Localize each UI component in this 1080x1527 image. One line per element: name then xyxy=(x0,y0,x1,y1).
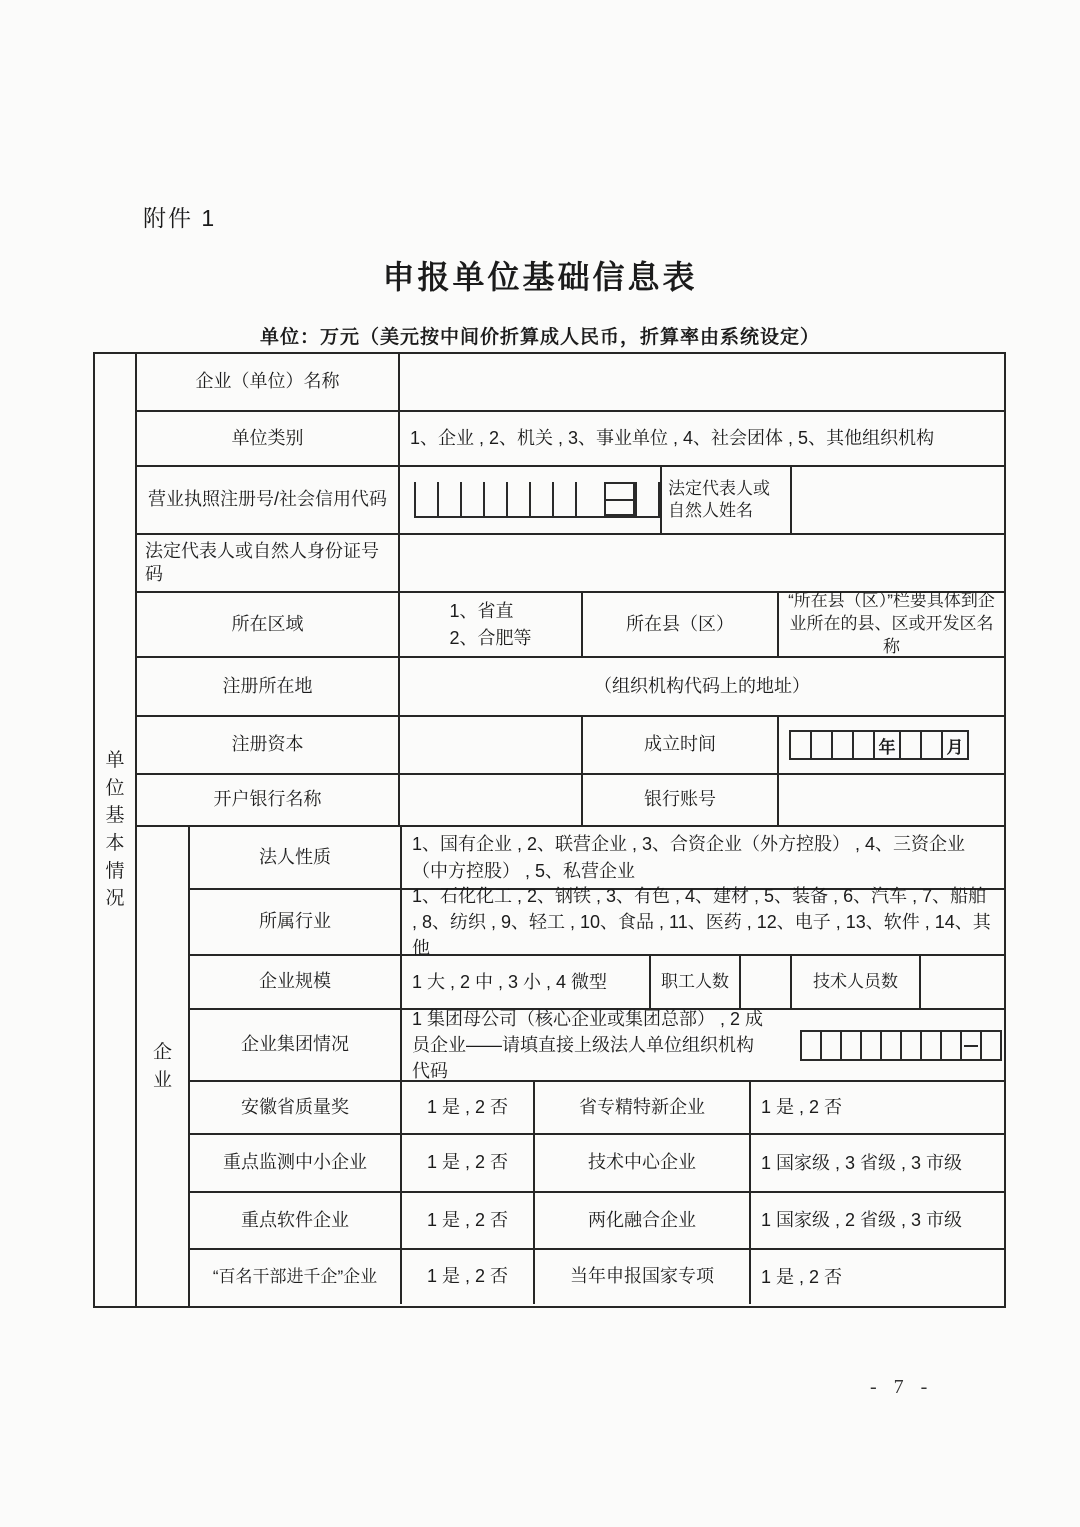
established-date-boxes xyxy=(777,717,1004,773)
attachment-label: 附件 1 xyxy=(143,205,217,231)
row-id-number xyxy=(137,533,1004,591)
staff-count-value-cell xyxy=(739,956,790,1008)
info-table xyxy=(93,352,1006,1308)
registered-address-label: 注册所在地 xyxy=(222,675,313,696)
row-region xyxy=(137,591,1004,656)
year-box: 年 xyxy=(873,730,901,760)
company-name-value-cell xyxy=(398,354,1004,410)
enterprise-group-label: 企业集团情况 xyxy=(241,1034,349,1055)
specialized-new-label: 省专精特新企业 xyxy=(533,1082,749,1133)
integration-choice: 1 国家级 , 2 省级 , 3 市级 xyxy=(749,1193,1004,1248)
unit-category-label: 单位类别 xyxy=(231,427,304,448)
tech-staff-count-value-cell xyxy=(919,956,1004,1008)
enterprise-scale-options: 1 大 , 2 中 , 3 小 , 4 微型 xyxy=(400,956,649,1008)
page-title: 申报单位基础信息表 xyxy=(382,259,698,295)
code-boxes xyxy=(414,482,660,518)
tech-center-label: 技术中心企业 xyxy=(533,1135,749,1191)
row-industry xyxy=(190,885,1004,959)
section-column-unit-basic-info xyxy=(95,354,137,1306)
hundred-cadres-label: “百名干部进千企”企业 xyxy=(212,1266,378,1286)
bank-account-label: 银行账号 xyxy=(581,775,777,825)
row-bank xyxy=(137,773,1004,825)
id-number-value-cell xyxy=(398,535,1004,591)
industry-label: 所属行业 xyxy=(259,911,331,932)
monitored-sme-label: 重点监测中小企业 xyxy=(223,1152,367,1173)
key-software-label: 重点软件企业 xyxy=(241,1209,349,1230)
id-number-label: 法定代表人或自然人身份证号码 xyxy=(145,540,379,584)
row-hundred-cadres xyxy=(190,1248,1004,1304)
legal-rep-name-label: 法定代表人或自然人姓名 xyxy=(660,467,790,533)
bank-name-value-cell xyxy=(398,775,581,825)
quality-award-label: 安徽省质量奖 xyxy=(241,1096,349,1117)
row-enterprise-scale xyxy=(190,954,1004,1008)
unit-category-options: 1、企业 , 2、机关 , 3、事业单位 , 4、社会团体 , 5、其他组织机构 xyxy=(398,412,1004,465)
row-registered-address xyxy=(137,656,1004,715)
section-column-enterprise xyxy=(137,825,190,1306)
license-code-boxes-cell xyxy=(398,467,660,533)
county-label: 所在县（区） xyxy=(581,593,777,656)
row-enterprise-group xyxy=(190,1008,1004,1080)
legal-nature-label: 法人性质 xyxy=(259,846,331,867)
national-project-choice: 1 是 , 2 否 xyxy=(749,1250,1004,1304)
company-name-label: 企业（单位）名称 xyxy=(195,371,340,392)
row-registered-capital xyxy=(137,715,1004,773)
region-option-2: 2、合肥等 xyxy=(449,627,532,648)
tech-center-choice: 1 国家级 , 3 省级 , 3 市级 xyxy=(749,1135,1004,1191)
bank-account-value-cell xyxy=(777,775,1004,825)
license-number-label: 营业执照注册号/社会信用代码 xyxy=(148,489,387,510)
page-number: - 7 - xyxy=(870,1376,934,1398)
row-license-number xyxy=(137,465,1004,533)
row-company-name xyxy=(137,354,1004,410)
registered-capital-value-cell xyxy=(398,717,581,773)
integration-label: 两化融合企业 xyxy=(533,1193,749,1248)
established-date-label: 成立时间 xyxy=(581,717,777,773)
monitored-sme-choice: 1 是 , 2 否 xyxy=(400,1135,533,1191)
hundred-cadres-choice: 1 是 , 2 否 xyxy=(400,1250,533,1304)
row-legal-nature xyxy=(190,825,1004,888)
row-unit-category xyxy=(137,410,1004,465)
unit-note: 单位：万元（美元按中间价折算成人民币，折算率由系统设定） xyxy=(259,327,820,348)
specialized-new-choice: 1 是 , 2 否 xyxy=(749,1082,1004,1133)
row-key-software xyxy=(190,1191,1004,1248)
enterprise-group-content xyxy=(400,1010,1004,1080)
industry-options: 1、石化化工 , 2、钢铁 , 3、有色 , 4、建材 , 5、装备 , 6、汽车 , 7、船舶 , 8、纺织 , 9、轻工 , 10、食品 , 11、医药 , 12、电子 , 13、软件 , 14、其他 xyxy=(400,890,1004,954)
org-code-boxes xyxy=(770,1030,1004,1061)
legal-nature-options: 1、国有企业 , 2、联营企业 , 3、合资企业（外方控股） , 4、三资企业（中方控股） , 5、私营企业 xyxy=(400,827,1004,888)
enterprise-scale-label: 企业规模 xyxy=(259,971,331,992)
month-box: 月 xyxy=(941,730,969,760)
registered-address-hint: （组织机构代码上的地址） xyxy=(398,658,1004,715)
row-monitored-sme xyxy=(190,1133,1004,1191)
registered-capital-label: 注册资本 xyxy=(231,734,304,755)
section-label: 单位基本情况 xyxy=(105,750,125,910)
key-software-choice: 1 是 , 2 否 xyxy=(400,1193,533,1248)
national-project-label: 当年申报国家专项 xyxy=(533,1250,749,1304)
bank-name-label: 开户银行名称 xyxy=(213,789,322,810)
region-option-1: 1、省直 xyxy=(449,600,514,621)
region-options xyxy=(398,593,581,656)
quality-award-choice: 1 是 , 2 否 xyxy=(400,1082,533,1133)
region-label: 所在区域 xyxy=(231,613,304,634)
county-note: “所在县（区）”栏要具体到企业所在的县、区或开发区名称 xyxy=(777,593,1004,656)
legal-rep-name-value-cell xyxy=(790,467,1004,533)
enterprise-section-label: 企业 xyxy=(152,1041,172,1091)
enterprise-group-options: 1 集团母公司（核心企业或集团总部） , 2 成员企业——请填直接上级法人单位组织机构代码 xyxy=(412,1008,764,1082)
row-quality-award xyxy=(190,1080,1004,1133)
staff-count-label: 职工人数 xyxy=(649,956,739,1008)
tech-staff-count-label: 技术人员数 xyxy=(790,956,919,1008)
